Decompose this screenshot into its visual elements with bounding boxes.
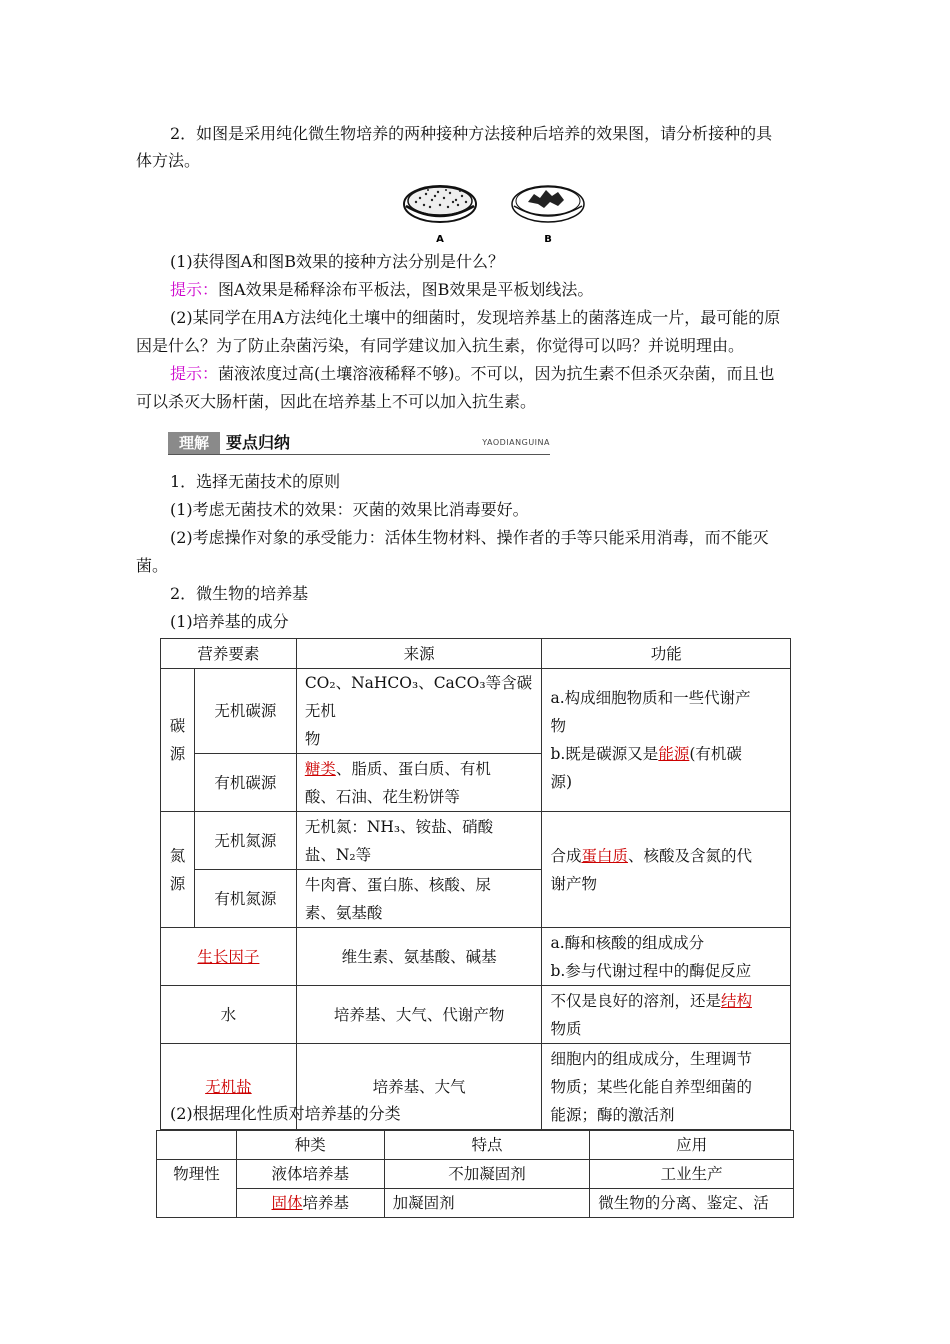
- carbon-group-cell: [161, 669, 195, 812]
- cell-line: [550, 842, 782, 870]
- key-term: 无机盐: [205, 1077, 252, 1096]
- cell-line: 物: [304, 730, 321, 748]
- growth-factor-source: 维生素、氨基酸、碱基: [296, 928, 542, 986]
- cell-line: 能源；酶的激活剂: [550, 1105, 675, 1124]
- cell-line: 源): [550, 773, 573, 791]
- s1-title: 1．选择无菌技术的原则: [170, 472, 341, 491]
- growth-factor-function: [542, 928, 791, 986]
- q2-sub2-line1: (2)某同学在用A方法纯化土壤中的细菌时，发现培养基上的菌落连成一片，最可能的原: [170, 308, 781, 327]
- s2-sub2: (2)根据理化性质对培养基的分类: [170, 1104, 401, 1123]
- cell-line: 无机氮：NH₃、铵盐、硝酸: [304, 817, 494, 836]
- growth-factor-cell: [161, 928, 297, 986]
- inorganic-carbon-source: [296, 669, 542, 754]
- table-row: [161, 669, 791, 754]
- q2-line2: 体方法。: [136, 151, 201, 170]
- nitrogen-group-cell: [161, 812, 195, 928]
- header-cell: [157, 1131, 237, 1160]
- answer1-text: 图A效果是稀释涂布平板法，图B效果是平板划线法。: [218, 280, 594, 299]
- header-cell: 应用: [590, 1131, 794, 1160]
- table-cell: 加凝固剂: [384, 1189, 590, 1218]
- section-banner: [168, 432, 550, 456]
- cell-text: 不仅是良好的溶剂，还是: [550, 991, 721, 1010]
- table-row: [157, 1189, 794, 1218]
- cell-line: 谢产物: [550, 874, 597, 893]
- water-cell: 水: [161, 986, 297, 1044]
- table-header-row: [157, 1131, 794, 1160]
- header-cell: 来源: [296, 639, 542, 669]
- table-cell: 液体培养基: [236, 1160, 384, 1189]
- cell-line: a.酶和核酸的组成成分: [550, 933, 705, 952]
- cell-line: 物质；某些化能自养型细菌的: [550, 1077, 752, 1096]
- cell-line: a.构成细胞物质和一些代谢产: [550, 689, 751, 707]
- cell-text: 培养基: [302, 1194, 350, 1212]
- key-term: 糖类: [304, 759, 336, 778]
- table-row: [161, 928, 791, 986]
- carbon-label: 碳源: [169, 717, 186, 763]
- table-cell: [236, 1189, 384, 1218]
- inorganic-nitrogen-source: [296, 812, 542, 870]
- cell-line: 素、氨基酸: [304, 903, 383, 922]
- banner-title: 要点归纳: [226, 433, 291, 452]
- header-cell: 功能: [542, 639, 791, 669]
- medium-classification-table: [156, 1130, 794, 1218]
- petri-dish-illustration: [400, 180, 600, 250]
- banner-tag: 理解: [168, 432, 220, 454]
- q2-answer2-line2: 可以杀灭大肠杆菌，因此在培养基上不可以加入抗生素。: [136, 392, 537, 411]
- water-function: [542, 986, 791, 1044]
- hint-label: 提示：: [170, 280, 219, 299]
- cell-line: 牛肉膏、蛋白胨、核酸、尿: [304, 875, 491, 894]
- cell-line: 盐、N₂等: [304, 845, 372, 864]
- key-term: 生长因子: [197, 947, 260, 966]
- s2-title: 2．微生物的培养基: [170, 584, 309, 603]
- key-term: 结构: [720, 991, 752, 1010]
- inorganic-nitrogen-cell: 无机氮源: [194, 812, 296, 870]
- header-cell: 特点: [384, 1131, 590, 1160]
- organic-nitrogen-cell: 有机氮源: [194, 870, 296, 928]
- table-row: [157, 1160, 794, 1189]
- table-header-row: [161, 639, 791, 669]
- q2-answer1: [170, 276, 593, 304]
- q2-line1: 2．如图是采用纯化微生物培养的两种接种方法接种后培养的效果图，请分析接种的具: [170, 124, 773, 143]
- petri-dish-figure: [400, 180, 600, 250]
- cell-line: b.参与代谢过程中的酶促反应: [550, 961, 752, 980]
- cell-line: CO₂、NaHCO₃、CaCO₃等含碳无机: [304, 674, 533, 720]
- organic-nitrogen-source: [296, 870, 542, 928]
- figure-label-b: B: [544, 234, 552, 245]
- table-row: [161, 812, 791, 870]
- q2-sub2-line2: 因是什么？为了防止杂菌污染，有同学建议加入抗生素，你觉得可以吗？并说明理由。: [136, 336, 745, 355]
- cell-line: 物: [550, 717, 566, 735]
- table-cell: 不加凝固剂: [384, 1160, 590, 1189]
- s1-p2-line2: 菌。: [136, 556, 169, 575]
- key-term: 固体: [271, 1194, 303, 1212]
- answer2-text: 菌液浓度过高(土壤溶液稀释不够)。不可以，因为抗生素不但杀灭杂菌，而且也: [218, 364, 775, 383]
- carbon-function: [542, 669, 791, 812]
- cell-text: 、脂质、蛋白质、有机: [335, 759, 491, 778]
- nutrient-table: [160, 638, 791, 1130]
- table-row: [161, 986, 791, 1044]
- s2-sub1: (1)培养基的成分: [170, 612, 289, 631]
- header-cell: 营养要素: [161, 639, 297, 669]
- key-term: 蛋白质: [581, 846, 628, 865]
- organic-carbon-source: [296, 754, 542, 812]
- cell-line: 物质: [550, 1019, 582, 1038]
- banner-pinyin: YAODIANGUINA: [482, 438, 550, 447]
- figure-label-a: A: [436, 234, 444, 245]
- q2-sub1: (1)获得图A和图B效果的接种方法分别是什么？: [170, 252, 504, 271]
- cell-text: (有机碳: [689, 745, 742, 763]
- water-source: 培养基、大气、代谢产物: [296, 986, 542, 1044]
- cell-line: [550, 740, 782, 768]
- cell-text: 合成: [550, 846, 582, 865]
- cell-line: 细胞内的组成成分，生理调节: [550, 1049, 752, 1068]
- table-cell: 微生物的分离、鉴定、活: [590, 1189, 794, 1218]
- nitrogen-function: [542, 812, 791, 928]
- key-term: 能源: [658, 745, 690, 763]
- header-cell: 种类: [236, 1131, 384, 1160]
- dish-a: [404, 186, 476, 222]
- cell-line: [550, 987, 782, 1015]
- physical-cell: 物理性: [157, 1160, 237, 1218]
- cell-line: 酸、石油、花生粉饼等: [304, 787, 460, 806]
- cell-line: [305, 755, 534, 783]
- nitrogen-label: 氮源: [169, 846, 186, 893]
- inorganic-salt-source: 培养基、大气: [296, 1044, 542, 1130]
- dish-b: [512, 186, 584, 222]
- q2-answer2-line1: [170, 360, 775, 388]
- organic-carbon-cell: 有机碳源: [194, 754, 296, 812]
- table-cell: 工业生产: [590, 1160, 794, 1189]
- s1-p1: (1)考虑无菌技术的效果：灭菌的效果比消毒要好。: [170, 500, 529, 519]
- hint-label: 提示：: [170, 364, 219, 383]
- cell-text: b.既是碳源又是: [550, 745, 659, 763]
- inorganic-salt-function: [542, 1044, 791, 1130]
- inorganic-carbon-cell: 无机碳源: [194, 669, 296, 754]
- s1-p2-line1: (2)考虑操作对象的承受能力：活体生物材料、操作者的手等只能采用消毒，而不能灭: [170, 528, 769, 547]
- cell-text: 、核酸及含氮的代: [627, 846, 752, 865]
- banner-rule: [168, 454, 550, 455]
